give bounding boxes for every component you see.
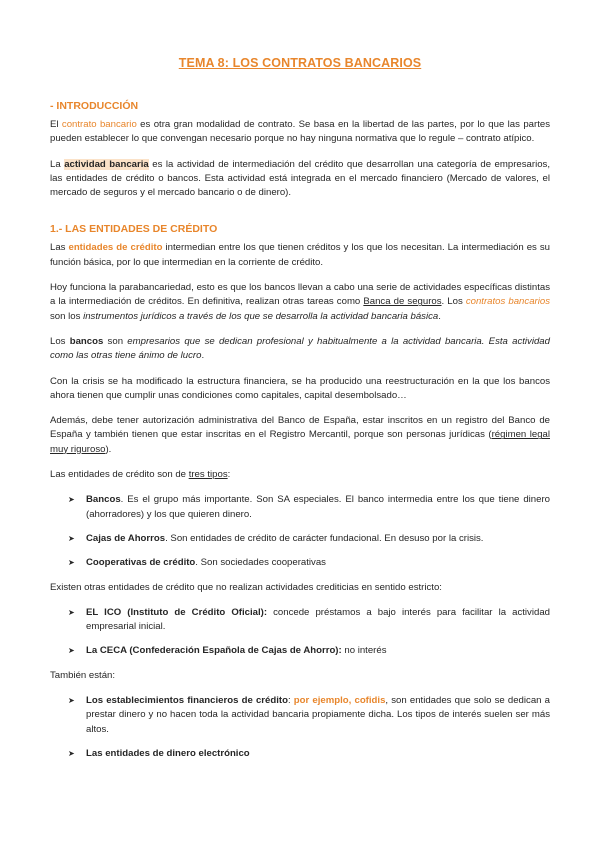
term-contrato-bancario: contrato bancario [61, 119, 137, 130]
list-item-term: Bancos [86, 494, 121, 506]
term-entidades-de-credito: entidades de crédito [68, 242, 163, 254]
arrow-bullet-icon: ➤ [68, 646, 75, 656]
arrow-bullet-icon: ➤ [68, 495, 75, 505]
section-1-paragraph-8: También están: [50, 669, 116, 681]
list-item [50, 747, 550, 761]
term-actividad-bancaria: actividad bancaria [64, 158, 149, 170]
text-run: Hoy funciona la parabancariedad, esto es que los bancos llevan a cabo una serie de actividades específicas distintas a la intermediación de créditos. En definitiva, realizan otras tareas como [50, 282, 550, 308]
list-item-text: concede préstamos a bajo interés para facilitar la actividad empresarial inicial. [86, 606, 550, 633]
list-item-term: Cooperativas de crédito [86, 557, 196, 569]
credit-entity-types-list [50, 493, 550, 570]
list-item-text: no interés [341, 645, 387, 657]
section-1-paragraph-3 [50, 335, 550, 364]
list-item-text: , son entidades que solo se dedican a prestar dinero y no hacen toda la actividad bancaria propiamente dicha. Los tipos de interés suelen ser más altos. [86, 695, 550, 735]
section-1-paragraph-6 [50, 468, 550, 482]
text-run: . [438, 310, 441, 322]
section-1-paragraph-4: Con la crisis se ha modificado la estructura financiera, se ha producido una reestructuración en la que los bancos ahora tienen que cumplir unas condiciones como capitales, capital desembolsado… [50, 375, 550, 401]
list-item [50, 532, 550, 546]
other-entities-list [50, 606, 550, 659]
text-run: son [103, 335, 128, 347]
list-item [50, 493, 550, 522]
list-item [50, 694, 550, 737]
text-run: La [50, 158, 65, 170]
intro-heading: - INTRODUCCIÓN [50, 100, 139, 112]
list-item [50, 644, 550, 658]
arrow-bullet-icon: ➤ [68, 696, 75, 706]
text-run: es la actividad de intermediación del crédito que desarrollan una categoría de empresarios, las entidades de crédito o bancos. Esta actividad está integrada en el mercado financiero (Mercado de valores, el mercado de seguros y el mercado bancario o de dinero). [50, 158, 551, 199]
section-1-paragraph-1 [50, 241, 550, 270]
section-1-heading: 1.- LAS ENTIDADES DE CRÉDITO [50, 223, 218, 236]
document-title: TEMA 8: LOS CONTRATOS BANCARIOS [178, 56, 422, 70]
list-item-term: Cajas de Ahorros [86, 532, 166, 544]
italic-definition: instrumentos jurídicos a través de los que se desarrolla la actividad bancaria básica [83, 310, 439, 322]
arrow-bullet-icon: ➤ [68, 533, 75, 543]
underlined-banca-de-seguros: Banca de seguros [363, 296, 442, 308]
intro-paragraph-1 [50, 118, 550, 147]
list-item-term: Las entidades de dinero electrónico [86, 747, 250, 759]
also-entities-list [50, 694, 550, 761]
list-item-text: . Es el grupo más importante. Son SA especiales. El banco intermedia entre los que tiene dinero (ahorradores) y los que quieren dinero. [86, 494, 550, 520]
arrow-bullet-icon: ➤ [68, 748, 75, 758]
term-contratos-bancarios: contratos bancarios [465, 296, 550, 308]
underlined-regimen-legal: régimen legal muy riguroso [50, 429, 550, 455]
section-1-paragraph-7: Existen otras entidades de crédito que no realizan actividades crediticias en sentido estricto: [50, 581, 442, 593]
arrow-bullet-icon: ➤ [68, 607, 75, 617]
text-run: Además, debe tener autorización administrativa del Banco de España, estar inscritos en un registro del Banco de España y también tienen que estar inscritas en el Registro Mercantil, porque son personas jurídicas ( [50, 415, 550, 441]
list-item-text: . Son sociedades cooperativas [195, 557, 326, 569]
section-1-paragraph-2 [50, 281, 550, 324]
text-run: Las entidades de crédito son de [50, 469, 189, 481]
underlined-tres-tipos: tres tipos [188, 469, 228, 481]
text-run: . [201, 350, 205, 362]
list-item-text: . Son entidades de crédito de carácter fundacional. En desuso por la crisis. [165, 532, 484, 544]
text-run: . Los [441, 296, 466, 308]
list-item-term: Los establecimientos financieros de crédito [86, 695, 288, 707]
text-run: son los [50, 310, 84, 322]
arrow-bullet-icon: ➤ [68, 558, 75, 568]
intro-paragraph-2 [50, 158, 550, 201]
text-run: es otra gran modalidad de contrato. Se basa en la libertad de las partes, por lo que las partes pueden establecer lo que convengan necesario porque no hay ninguna normativa que lo regule – contrato atípico. [50, 119, 550, 145]
term-bancos: bancos [69, 335, 104, 347]
section-1-paragraph-5 [50, 414, 550, 457]
list-item-term: EL ICO (Instituto de Crédito Oficial): [86, 606, 268, 618]
list-item [50, 606, 550, 635]
text-run: ). [105, 443, 112, 455]
list-item-example: por ejemplo, cofidis [293, 695, 386, 707]
text-run: intermedian entre los que tienen créditos y los que los necesitan. La intermediación es su función básica, por lo que intermedian en la corriente de crédito. [50, 242, 550, 268]
list-item-colon: : [287, 695, 294, 707]
text-run: El [50, 119, 62, 130]
list-item [50, 556, 550, 570]
text-run: Las [50, 242, 69, 254]
list-item-term: La CECA (Confederación Española de Cajas de Ahorro): [86, 645, 342, 657]
italic-definition: empresarios que se dedican profesional y habitualmente a la actividad bancaria. Esta actividad como las otras tiene ánimo de lucro [50, 335, 550, 362]
text-run: Los [50, 335, 70, 347]
text-run: : [227, 469, 231, 481]
